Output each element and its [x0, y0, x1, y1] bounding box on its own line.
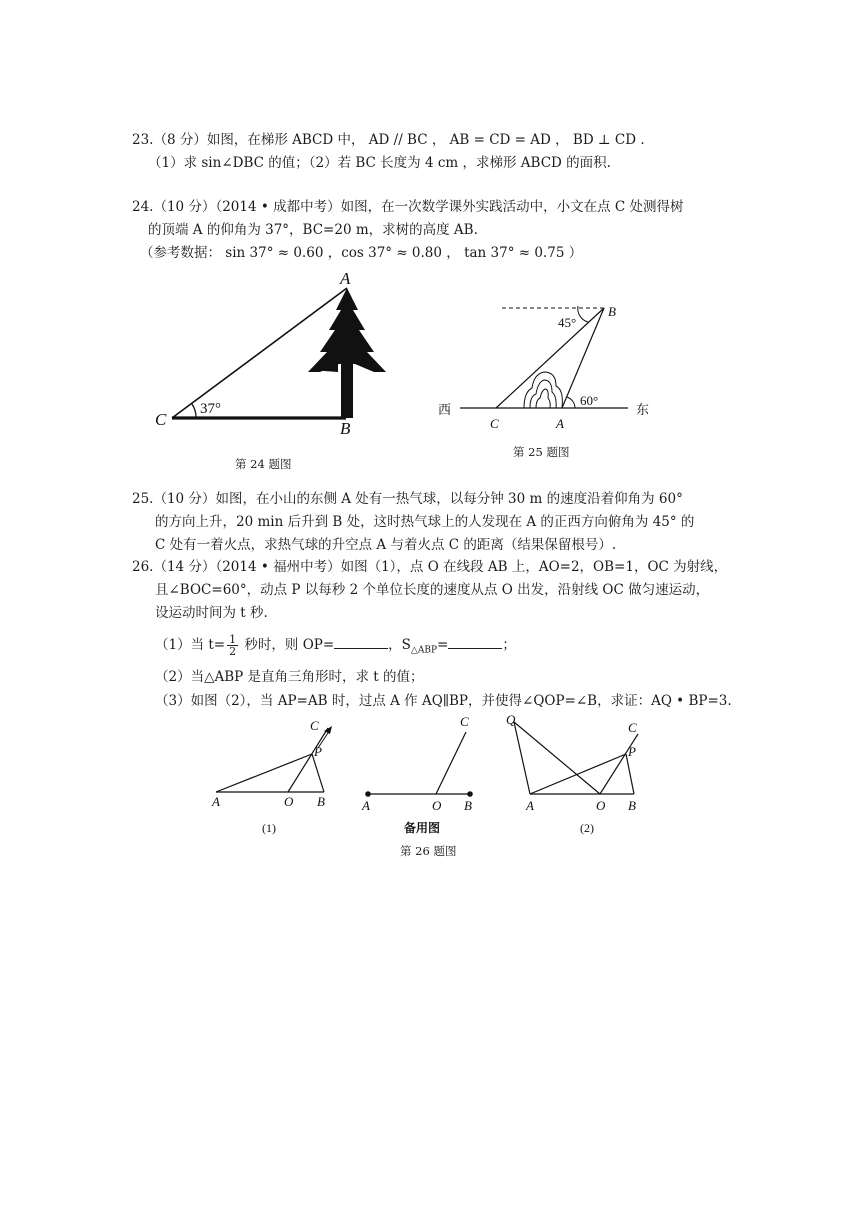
fig26-1-line-PB	[312, 754, 324, 792]
fig24-label-A: A	[340, 269, 351, 288]
figure-24	[150, 268, 410, 440]
fig24-label-C: C	[155, 410, 167, 429]
fig25-angle-45: 45°	[558, 315, 577, 330]
fig26-1-label-B: B	[317, 794, 325, 809]
fig26-3-label-A: A	[526, 798, 534, 813]
fig25-label-A: A	[556, 416, 564, 431]
fig26-caption: 第 26 题图	[400, 844, 457, 858]
fig26-1-label-A: A	[212, 794, 220, 809]
fig26-1-caption: (1)	[262, 821, 276, 835]
figure-25	[432, 296, 664, 438]
fraction-numerator: 1	[229, 633, 237, 646]
fig26-3-label-B: B	[628, 798, 636, 813]
q23-line2: （1）求 sin∠DBC 的值；（2）若 BC 长度为 4 cm ，求梯形 ABCD 的面积.	[148, 155, 611, 171]
q26-part1-text-b: 秒时，则 OP=	[240, 637, 335, 653]
fig26-3-line-PB	[626, 754, 634, 794]
fig26-1-line-AP	[216, 754, 312, 792]
fig24-label-B: B	[340, 419, 351, 438]
fig26-2-label-O: O	[432, 798, 442, 813]
figure-26-2	[500, 710, 650, 836]
q26-part1	[155, 634, 516, 660]
fig26-2-label-C: C	[460, 714, 469, 729]
fig26-2-point-A	[365, 791, 371, 797]
q26-part1-text-a: （1）当 t=	[155, 637, 226, 653]
q26-part2: （2）当△ABP 是直角三角形时，求 t 的值；	[155, 669, 424, 685]
fig26-2-caption: 备用图	[404, 821, 441, 835]
fig25-east: 东	[636, 402, 650, 417]
fig24-angle-arc	[192, 404, 196, 418]
fig25-angle-60-arc	[567, 397, 575, 408]
fig26-3-label-Q: Q	[506, 712, 516, 727]
fig26-2-label-B: B	[464, 798, 472, 813]
fig26-3-line-AP	[530, 754, 626, 794]
figure-26-backup	[352, 710, 492, 836]
fig26-1-label-C: C	[310, 718, 319, 733]
q26-line3: 设运动时间为 t 秒.	[155, 605, 268, 621]
fig26-2-ray-OC	[436, 732, 466, 794]
q26-part1-text-e: ；	[502, 637, 516, 653]
q26-part1-text-c: ，S	[388, 637, 411, 653]
q26-line1: 26.（14 分）（2014 • 福州中考）如图（1），点 O 在线段 AB 上，AO=2，OB=1，OC 为射线，	[132, 559, 728, 575]
answer-blank-area[interactable]	[448, 636, 502, 649]
fig26-3-caption: (2)	[580, 821, 594, 835]
fig26-3-label-C: C	[628, 720, 637, 735]
q24-line2: 的顶端 A 的仰角为 37°，BC=20 m，求树的高度 AB.	[148, 222, 478, 238]
fig24-caption: 第 24 题图	[235, 457, 292, 471]
fig26-3-label-O: O	[596, 798, 606, 813]
q23-line1: 23.（8 分）如图，在梯形 ABCD 中， AD // BC ， AB = CD = AD ， BD ⊥ CD .	[132, 132, 645, 148]
q24-line1: 24.（10 分）（2014 • 成都中考）如图，在一次数学课外实践活动中，小文在点 C 处测得树	[132, 199, 684, 215]
q26-line2: 且∠BOC=60°，动点 P 以每秒 2 个单位长度的速度从点 O 出发，沿射线 OC 做匀速运动，	[155, 582, 710, 598]
fig25-west: 西	[438, 402, 452, 417]
q26-part1-subscript: △ABP	[410, 645, 438, 656]
figure-26-1	[206, 714, 346, 836]
fig25-angle-60: 60°	[580, 393, 599, 408]
fraction-denominator: 2	[229, 645, 237, 658]
fig26-1-label-P: P	[314, 744, 322, 759]
fraction-one-half	[227, 634, 238, 657]
fig25-label-C: C	[490, 416, 499, 431]
fig24-line-CA	[172, 288, 347, 418]
q26-part3: （3）如图（2），当 AP=AB 时，过点 A 作 AQ∥BP，并使得∠QOP=∠B，求证：AQ • BP=3.	[155, 693, 732, 709]
fig26-3-label-P: P	[628, 744, 636, 759]
fig26-2-label-A: A	[362, 798, 370, 813]
q25-line2: 的方向上升，20 min 后升到 B 处，这时热气球上的人发现在 A 的正西方向俯角为 45° 的	[155, 514, 695, 530]
fig25-label-B: B	[608, 304, 616, 319]
fig26-2-point-B	[467, 791, 473, 797]
q25-line3: C 处有一着火点，求热气球的升空点 A 与着火点 C 的距离（结果保留根号）.	[155, 537, 617, 553]
fig26-1-ray-OC	[288, 728, 328, 792]
q26-part1-text-d: =	[437, 637, 449, 653]
q25-line1: 25.（10 分）如图，在小山的东侧 A 处有一热气球，以每分钟 30 m 的速度沿着仰角为 60°	[132, 491, 683, 507]
q24-line3: （参考数据： sin 37° ≈ 0.60 ，cos 37° ≈ 0.80 ， tan 37° ≈ 0.75 ）	[140, 245, 583, 261]
fig25-caption: 第 25 题图	[513, 445, 570, 459]
fig26-1-label-O: O	[284, 794, 294, 809]
fig24-angle-label: 37°	[200, 401, 221, 417]
answer-blank-op[interactable]	[334, 636, 388, 649]
